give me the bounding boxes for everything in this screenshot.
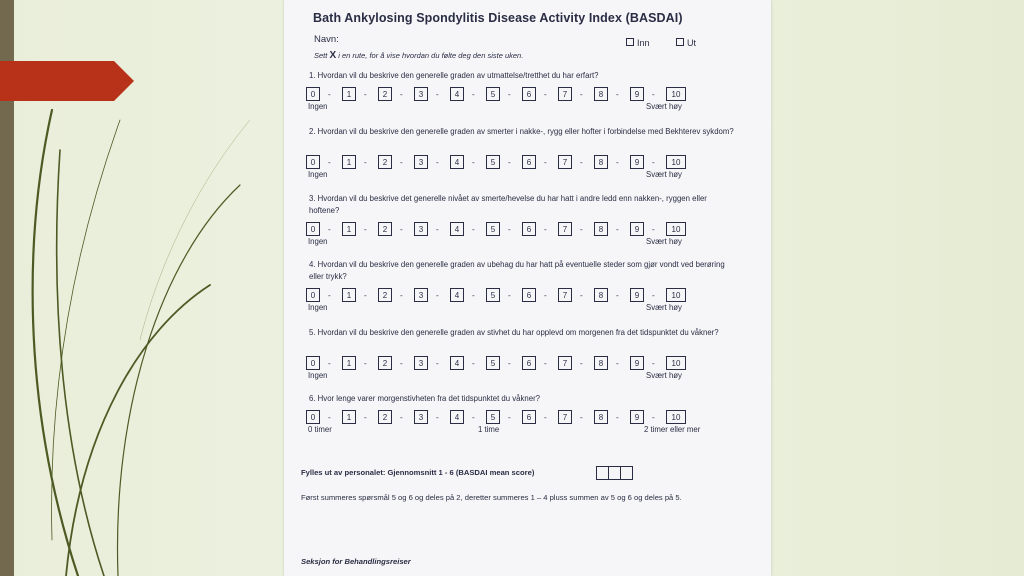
scale-high-label: Svært høy (646, 237, 682, 246)
rating-box[interactable]: 2 (378, 410, 392, 424)
rating-box[interactable]: 0 (306, 356, 320, 370)
instruction-text: i en rute, for å vise hvordan du følte deg den siste uken. (338, 51, 524, 60)
rating-box[interactable]: 2 (378, 155, 392, 169)
scale-separator: - (508, 413, 511, 422)
rating-box[interactable]: 1 (342, 356, 356, 370)
scale-separator: - (328, 291, 331, 300)
rating-box[interactable]: 5 (486, 87, 500, 101)
scale-separator: - (580, 413, 583, 422)
scale-separator: - (400, 90, 403, 99)
rating-box[interactable]: 1 (342, 87, 356, 101)
rating-box[interactable]: 10 (666, 155, 686, 169)
rating-box[interactable]: 3 (414, 222, 428, 236)
scale-separator: - (400, 158, 403, 167)
scale-separator: - (436, 158, 439, 167)
scale-separator: - (508, 291, 511, 300)
rating-box[interactable]: 8 (594, 356, 608, 370)
scale-separator: - (652, 291, 655, 300)
scale-high-label: Svært høy (646, 371, 682, 380)
rating-box[interactable]: 8 (594, 288, 608, 302)
rating-box[interactable]: 2 (378, 356, 392, 370)
scale-separator: - (328, 158, 331, 167)
scale-separator: - (580, 359, 583, 368)
scale-low-label: Ingen (308, 303, 328, 312)
rating-box[interactable]: 6 (522, 288, 536, 302)
checkbox-inn-label: Inn (637, 38, 650, 48)
scale-separator: - (364, 225, 367, 234)
rating-box[interactable]: 3 (414, 87, 428, 101)
scale-separator: - (400, 291, 403, 300)
question-text: 2. Hvordan vil du beskrive den generelle graden av smerter i nakke-, rygg eller hofter i forbindelse med Bekhterev sykdom? (309, 127, 734, 136)
rating-box[interactable]: 8 (594, 222, 608, 236)
scale-separator: - (364, 90, 367, 99)
scale-low-label: Ingen (308, 170, 328, 179)
staff-note: Fylles ut av personalet: Gjennomsnitt 1 - 6 (BASDAI mean score) (301, 468, 535, 477)
rating-box[interactable]: 4 (450, 410, 464, 424)
scale-separator: - (580, 158, 583, 167)
scale-separator: - (508, 225, 511, 234)
rating-box[interactable]: 1 (342, 222, 356, 236)
form-title: Bath Ankylosing Spondylitis Disease Activity Index (BASDAI) (313, 11, 683, 25)
rating-box[interactable]: 7 (558, 155, 572, 169)
scale-separator: - (328, 413, 331, 422)
scale-separator: - (472, 158, 475, 167)
scale-separator: - (544, 90, 547, 99)
scale-separator: - (508, 359, 511, 368)
footer-section: Seksjon for Behandlingsreiser (301, 557, 411, 566)
rating-box[interactable]: 6 (522, 356, 536, 370)
scale-separator: - (328, 90, 331, 99)
scale-separator: - (436, 225, 439, 234)
scale-separator: - (544, 413, 547, 422)
question-text: 6. Hvor lenge varer morgenstivheten fra det tidspunktet du våkner? (309, 394, 541, 403)
rating-box[interactable]: 9 (630, 222, 644, 236)
scale-low-label: 0 timer (308, 425, 332, 434)
rating-box[interactable]: 4 (450, 288, 464, 302)
scale-separator: - (580, 291, 583, 300)
scale-separator: - (580, 225, 583, 234)
rating-box[interactable]: 6 (522, 87, 536, 101)
rating-box[interactable]: 7 (558, 288, 572, 302)
scale-separator: - (400, 359, 403, 368)
rating-box[interactable]: 6 (522, 222, 536, 236)
checkbox-ut-label: Ut (687, 38, 696, 48)
score-box[interactable] (620, 466, 633, 480)
name-label: Navn: (314, 34, 339, 45)
scale-separator: - (364, 359, 367, 368)
scale-separator: - (616, 158, 619, 167)
basdai-form-sheet (284, 0, 771, 576)
rating-box[interactable]: 0 (306, 87, 320, 101)
rating-box[interactable]: 7 (558, 410, 572, 424)
scale-separator: - (616, 291, 619, 300)
question-text: 5. Hvordan vil du beskrive den generelle graden av stivhet du har opplevd om morgenen fra det tidspunktet du våkner? (309, 328, 719, 337)
scale-separator: - (544, 291, 547, 300)
rating-box[interactable]: 6 (522, 410, 536, 424)
scale-separator: - (616, 90, 619, 99)
scale-separator: - (544, 225, 547, 234)
rating-box[interactable]: 4 (450, 222, 464, 236)
rating-box[interactable]: 3 (414, 356, 428, 370)
scale-separator: - (580, 90, 583, 99)
rating-scale (306, 155, 716, 179)
scale-low-label: Ingen (308, 371, 328, 380)
scale-separator: - (616, 413, 619, 422)
instruction-mark: X (329, 50, 337, 61)
checkbox-ut-box[interactable] (676, 38, 684, 46)
calculation-note: Først summeres spørsmål 5 og 6 og deles på 2, deretter summeres 1 – 4 pluss summen av 5 og 6 og deles på 5. (301, 493, 682, 502)
rating-box[interactable]: 4 (450, 155, 464, 169)
scale-mid-label: 1 time (478, 425, 500, 434)
rating-box[interactable]: 9 (630, 356, 644, 370)
instruction-prefix: Sett (314, 51, 328, 60)
rating-box[interactable]: 8 (594, 155, 608, 169)
scale-separator: - (364, 413, 367, 422)
scale-high-label: Svært høy (646, 303, 682, 312)
rating-box[interactable]: 10 (666, 410, 686, 424)
rating-box[interactable]: 3 (414, 155, 428, 169)
rating-box[interactable]: 7 (558, 87, 572, 101)
scale-separator: - (508, 90, 511, 99)
question-text: 4. Hvordan vil du beskrive den generelle graden av ubehag du har hatt på eventuelle steder som gjør vondt ved berøring eller trykk? (309, 260, 725, 281)
scale-separator: - (328, 359, 331, 368)
scale-separator: - (472, 413, 475, 422)
rating-box[interactable]: 9 (630, 155, 644, 169)
rating-box[interactable]: 10 (666, 288, 686, 302)
rating-box[interactable]: 0 (306, 222, 320, 236)
rating-box[interactable]: 1 (342, 288, 356, 302)
scale-separator: - (472, 359, 475, 368)
rating-scale (306, 87, 716, 111)
rating-box[interactable]: 4 (450, 87, 464, 101)
scale-separator: - (544, 158, 547, 167)
rating-box[interactable]: 8 (594, 87, 608, 101)
scale-separator: - (364, 158, 367, 167)
scale-separator: - (328, 225, 331, 234)
rating-box[interactable]: 7 (558, 222, 572, 236)
decorative-curves (0, 0, 300, 576)
rating-box[interactable]: 9 (630, 87, 644, 101)
scale-separator: - (436, 359, 439, 368)
scale-separator: - (472, 225, 475, 234)
scale-separator: - (652, 158, 655, 167)
rating-box[interactable]: 8 (594, 410, 608, 424)
rating-box[interactable]: 0 (306, 410, 320, 424)
rating-box[interactable]: 5 (486, 356, 500, 370)
rating-scale (306, 410, 716, 434)
checkbox-ut[interactable] (676, 38, 696, 48)
rating-box[interactable]: 9 (630, 410, 644, 424)
instructions (314, 50, 523, 61)
scale-separator: - (544, 359, 547, 368)
rating-scale (306, 222, 716, 246)
rating-box[interactable]: 10 (666, 356, 686, 370)
scale-separator: - (508, 158, 511, 167)
scale-separator: - (616, 359, 619, 368)
scale-separator: - (400, 225, 403, 234)
rating-box[interactable]: 0 (306, 288, 320, 302)
rating-box[interactable]: 2 (378, 288, 392, 302)
scale-high-label: 2 timer eller mer (644, 425, 701, 434)
question-text: 1. Hvordan vil du beskrive den generelle graden av utmattelse/tretthet du har erfart? (309, 71, 599, 80)
scale-separator: - (400, 413, 403, 422)
scale-separator: - (652, 225, 655, 234)
scale-separator: - (436, 90, 439, 99)
rating-box[interactable]: 7 (558, 356, 572, 370)
scale-low-label: Ingen (308, 102, 328, 111)
scale-high-label: Svært høy (646, 102, 682, 111)
rating-box[interactable]: 9 (630, 288, 644, 302)
scale-low-label: Ingen (308, 237, 328, 246)
rating-box[interactable]: 5 (486, 288, 500, 302)
scale-separator: - (472, 291, 475, 300)
scale-high-label: Svært høy (646, 170, 682, 179)
checkbox-inn-box[interactable] (626, 38, 634, 46)
rating-box[interactable]: 10 (666, 222, 686, 236)
rating-box[interactable]: 10 (666, 87, 686, 101)
rating-box[interactable]: 6 (522, 155, 536, 169)
scale-separator: - (652, 359, 655, 368)
scale-separator: - (616, 225, 619, 234)
scale-separator: - (364, 291, 367, 300)
question-text: 3. Hvordan vil du beskrive det generelle nivået av smerte/hevelse du har hatt i andre ledd enn nakken-, ryggen eller hoftene? (309, 194, 707, 215)
rating-box[interactable]: 2 (378, 87, 392, 101)
rating-scale (306, 356, 716, 380)
rating-box[interactable]: 5 (486, 222, 500, 236)
rating-box[interactable]: 1 (342, 410, 356, 424)
scale-separator: - (436, 291, 439, 300)
mean-score-boxes[interactable] (596, 466, 638, 480)
scale-separator: - (652, 413, 655, 422)
scale-separator: - (652, 90, 655, 99)
rating-box[interactable]: 5 (486, 410, 500, 424)
rating-scale (306, 288, 716, 312)
rating-box[interactable]: 2 (378, 222, 392, 236)
rating-box[interactable]: 3 (414, 410, 428, 424)
scale-separator: - (436, 413, 439, 422)
checkbox-inn[interactable] (626, 38, 650, 48)
rating-box[interactable]: 4 (450, 356, 464, 370)
rating-box[interactable]: 1 (342, 155, 356, 169)
scale-separator: - (472, 90, 475, 99)
rating-box[interactable]: 3 (414, 288, 428, 302)
rating-box[interactable]: 0 (306, 155, 320, 169)
rating-box[interactable]: 5 (486, 155, 500, 169)
